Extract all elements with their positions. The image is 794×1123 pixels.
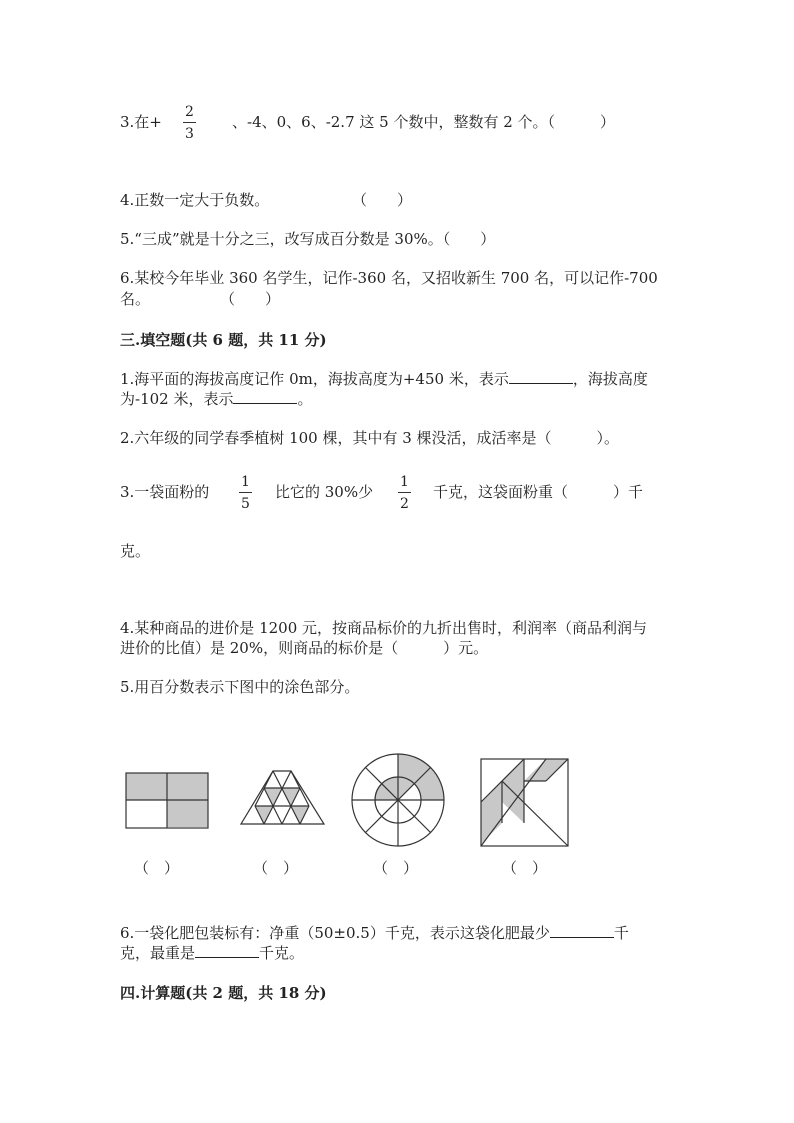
figure-4-answer[interactable]: （ ） <box>502 859 548 877</box>
fill-q3-part-b: 比它的 30%少 <box>275 483 374 501</box>
fraction-numerator: 1 <box>241 474 250 490</box>
fill-q1-line2: 为-102 米，表示 。 <box>120 390 313 408</box>
fill-q5: 5.用百分数表示下图中的涂色部分。 <box>120 678 360 696</box>
tangram-piece-shaded <box>524 759 568 781</box>
tangram-piece-shaded <box>502 781 524 823</box>
judge-q3-prefix: 3.在+ <box>120 113 162 131</box>
section4-title: 四.计算题(共 2 题，共 18 分) <box>120 984 327 1002</box>
judge-q6-answer-paren: （ ） <box>220 290 281 308</box>
fill-q2: 2.六年级的同学春季植树 100 棵，其中有 3 棵没活，成活率是（ ）。 <box>120 429 620 447</box>
judge-q3-fraction <box>183 104 196 142</box>
figure-trapezoid <box>240 770 326 828</box>
fraction-numerator: 1 <box>400 474 409 490</box>
judge-q5: 5.“三成”就是十分之三，改写成百分数是 30%。（ ） <box>120 230 496 248</box>
tri-shaded <box>255 806 273 824</box>
answer-blank[interactable] <box>233 389 297 404</box>
fraction-numerator: 2 <box>185 104 194 120</box>
fill-q6-line1: 6.一袋化肥包装标有：净重（50±0.5）千克，表示这袋化肥最少 千 <box>120 924 629 942</box>
judge-q3-rest: 、-4、0、6、-2.7 这 5 个数中，整数有 2 个。（ ） <box>232 113 616 131</box>
fill-q4-line1: 4.某种商品的进价是 1200 元，按商品标价的九折出售时，利润率（商品利润与 <box>120 619 648 637</box>
fraction-denominator: 2 <box>400 496 409 512</box>
fill-q3-fraction-2 <box>398 474 411 512</box>
tri-top <box>273 771 291 788</box>
tri-shaded <box>282 788 300 806</box>
fill-q3-fraction-1 <box>239 474 252 512</box>
rect-cell-top-right <box>167 773 208 800</box>
rect-cell-top-left <box>126 773 167 800</box>
tri-shaded <box>264 788 282 806</box>
judge-q6-line1: 6.某校今年毕业 360 名学生，记作-360 名，又招收新生 700 名，可以记作-700 <box>120 269 658 287</box>
tri-shaded <box>291 806 309 824</box>
answer-blank[interactable] <box>195 943 259 958</box>
fill-q3-part-c: 千克，这袋面粉重（ ）千 <box>433 483 644 501</box>
figure-rectangle <box>125 772 209 830</box>
figure-tangram <box>480 758 570 848</box>
fill-q6-line2: 克，最重是 千克。 <box>120 944 305 962</box>
answer-blank[interactable] <box>509 369 573 384</box>
section3-title: 三.填空题(共 6 题，共 11 分) <box>120 331 327 349</box>
figure-1-answer[interactable]: （ ） <box>134 859 180 877</box>
rect-cell-bottom-right <box>167 800 208 827</box>
fill-q3-line2: 克。 <box>120 542 151 560</box>
tangram-piece-shaded <box>481 781 502 844</box>
fill-q3-part-a: 3.一袋面粉的 <box>120 483 210 501</box>
judge-q4-answer-paren: （ ） <box>352 191 413 209</box>
fraction-denominator: 3 <box>185 126 194 142</box>
fill-q1-line1: 1.海平面的海拔高度记作 0m，海拔高度为+450 米，表示 ，海拔高度 <box>120 370 648 388</box>
judge-q3 <box>120 112 162 132</box>
figure-2-answer[interactable]: （ ） <box>253 859 299 877</box>
judge-q4: 4.正数一定大于负数。 <box>120 191 270 209</box>
figure-circle <box>350 752 446 848</box>
figure-3-answer[interactable]: （ ） <box>373 859 419 877</box>
fill-q4-line2: 进价的比值）是 20%，则商品的标价是（ ）元。 <box>120 639 489 657</box>
fraction-denominator: 5 <box>241 496 250 512</box>
judge-q6-line2: 名。 <box>120 290 151 308</box>
answer-blank[interactable] <box>550 923 614 938</box>
